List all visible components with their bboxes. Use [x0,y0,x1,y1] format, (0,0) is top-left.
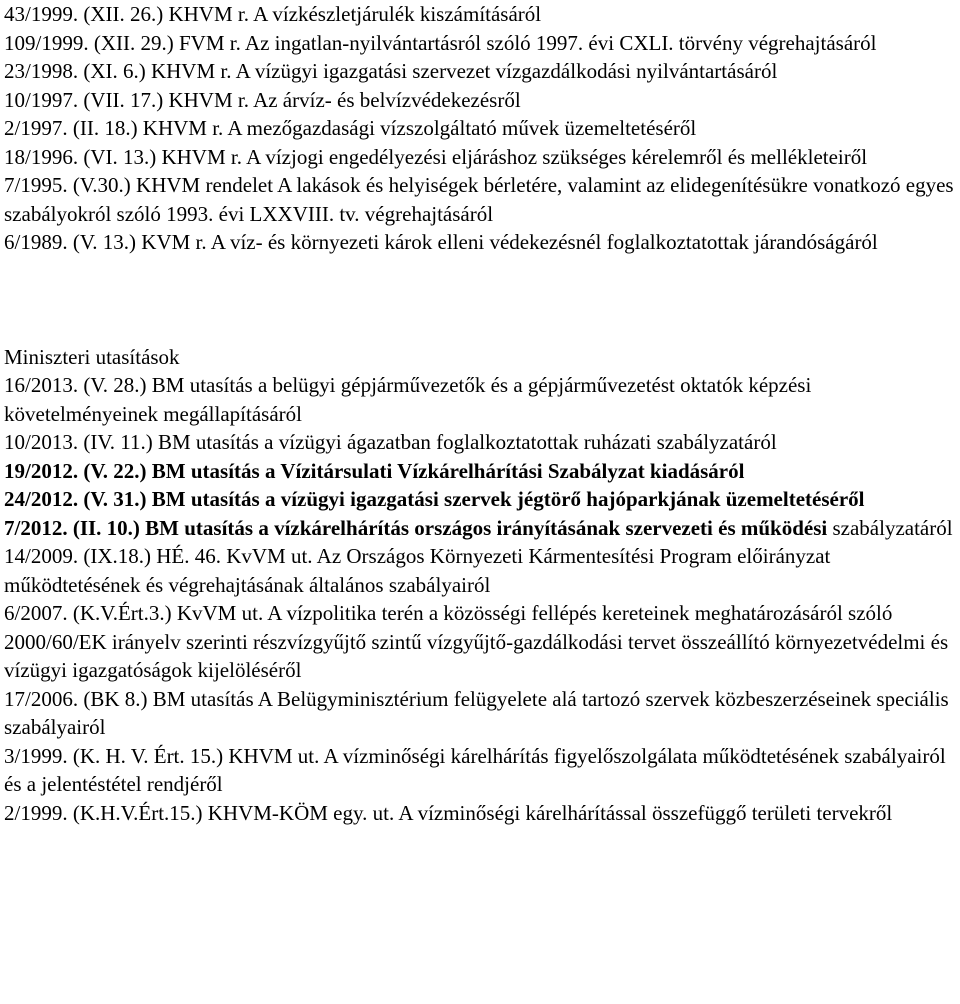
instruction-entry: 16/2013. (V. 28.) BM utasítás a belügyi gépjárművezetők és a gépjárművezetést oktatók képzési követelményeinek megállapításáról [4,373,812,426]
regulation-entry: 2/1997. (II. 18.) KHVM r. A mezőgazdasági vízszolgáltató művek üzemeltetéséről [4,116,697,140]
instruction-entry-bold-part: 7/2012. (II. 10.) BM utasítás a vízkárelhárítás országos irányításának szervezeti és működési [4,515,828,540]
section-spacer [4,257,956,343]
regulation-entry: 18/1996. (VI. 13.) KHVM r. A vízjogi engedélyezési eljáráshoz szükséges kérelemről és mellékleteiről [4,144,868,169]
instruction-entry: 2/1999. (K.H.V.Ért.15.) KHVM-KÖM egy. ut. A vízminőségi kárelhárítással összefüggő területi tervekről [4,800,893,825]
instruction-entry: 10/2013. (IV. 11.) BM utasítás a vízügyi ágazatban foglalkoztatottak ruházati szabályzatáról [4,430,777,454]
instruction-entry [4,514,956,543]
regulation-entry: 43/1999. (XII. 26.) KHVM r. A vízkészletjárulék kiszámításáról [4,2,542,26]
instruction-entry: 6/2007. (K.V.Ért.3.) KvVM ut. A vízpolitika terén a közösségi fellépés kereteinek meghatározásáról szóló 2000/60/EK irányelv szerinti részvízgyűjtő szintű vízgyűjtő-gazdálkodási tervet összeállító környezetvédelmi és vízügyi igazgatóságok kijelöléséről [4,601,949,682]
regulation-entry: 109/1999. (XII. 29.) FVM r. Az ingatlan-nyilvántartásról szóló 1997. évi CXLI. törvény végrehajtásáról [4,30,877,55]
regulation-entry: 10/1997. (VII. 17.) KHVM r. Az árvíz- és belvízvédekezésről [4,87,521,112]
instruction-entry: 19/2012. (V. 22.) BM utasítás a Vízitársulati Vízkárelhárítási Szabályzat kiadásáról [4,458,745,483]
regulation-entry: 23/1998. (XI. 6.) KHVM r. A vízügyi igazgatási szervezet vízgazdálkodási nyilvántartásáról [4,59,778,83]
instruction-entry: 24/2012. (V. 31.) BM utasítás a vízügyi igazgatási szervek jégtörő hajóparkjának üzemeltetéséről [4,487,865,511]
section-heading: Miniszteri utasítások [4,344,180,369]
document-page [4,0,956,827]
regulation-entry: 7/1995. (V.30.) KHVM rendelet A lakások és helyiségek bérletére, valamint az elidegenítésükre vonatkozó egyes szabályokról szóló 1993. évi LXXVIII. tv. végrehajtásáról [4,173,954,226]
regulation-entry: 6/1989. (V. 13.) KVM r. A víz- és környezeti károk elleni védekezésnél foglalkoztatottak járandóságáról [4,230,878,254]
instruction-entry: 3/1999. (K. H. V. Ért. 15.) KHVM ut. A vízminőségi kárelhárítás figyelőszolgálata működtetésének szabályairól és a jelentéstétel rendjéről [4,743,946,796]
instruction-entry: 17/2006. (BK 8.) BM utasítás A Belügyminisztérium felügyelete alá tartozó szervek közbeszerzéseinek speciális szabályairól [4,686,949,739]
instruction-entry: 14/2009. (IX.18.) HÉ. 46. KvVM ut. Az Országos Környezeti Kármentesítési Program előirányzat működtetésének és végrehajtásának általános szabályairól [4,544,831,597]
instruction-entry-tail: szabályzatáról [827,515,953,540]
